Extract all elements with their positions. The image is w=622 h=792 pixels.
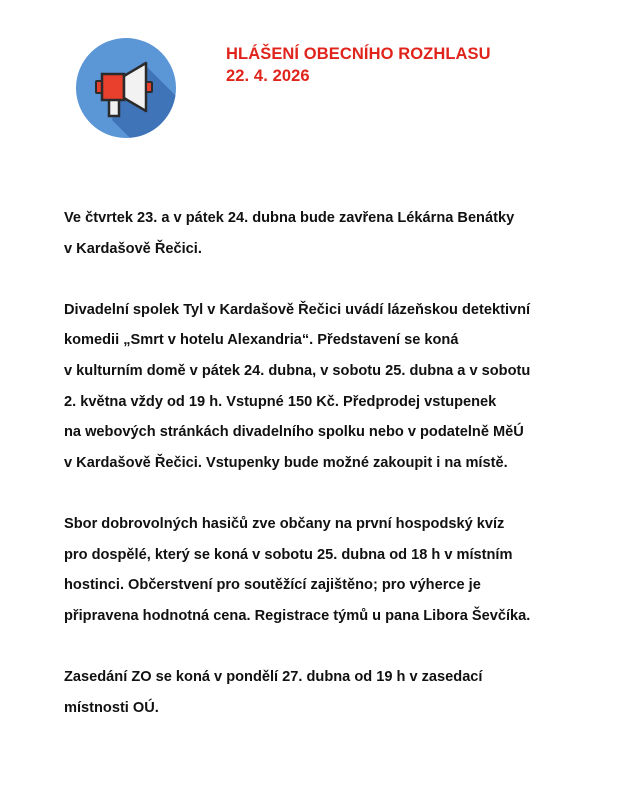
text-line: hostinci. Občerstvení pro soutěžící zajištěno; pro výherce je bbox=[64, 577, 481, 594]
paragraph-theatre bbox=[64, 295, 584, 479]
paragraph-pharmacy-closure bbox=[64, 203, 584, 264]
announcement-date: 22. 4. 2026 bbox=[226, 67, 310, 85]
text-line: komedii „Smrt v hotelu Alexandria“. Představení se koná bbox=[64, 332, 459, 349]
text-line: v Kardašově Řečici. bbox=[64, 240, 202, 257]
text-line: v kulturním domě v pátek 24. dubna, v sobotu 25. dubna a v sobotu bbox=[64, 362, 531, 379]
paragraph-pub-quiz bbox=[64, 509, 584, 631]
text-line: místnosti OÚ. bbox=[64, 699, 159, 716]
megaphone-icon bbox=[72, 36, 180, 140]
text-line: připravena hodnotná cena. Registrace týmů u pana Libora Ševčíka. bbox=[64, 607, 531, 624]
text-line: 2. května vždy od 19 h. Vstupné 150 Kč. Předprodej vstupenek bbox=[64, 393, 497, 410]
paragraph-council-meeting bbox=[64, 662, 584, 723]
text-line: Zasedání ZO se koná v pondělí 27. dubna od 19 h v zasedací bbox=[64, 668, 483, 685]
text-line: Sbor dobrovolných hasičů zve občany na první hospodský kvíz bbox=[64, 515, 505, 532]
text-line: na webových stránkách divadelního spolku nebo v podatelně MěÚ bbox=[64, 424, 524, 441]
announcement-body bbox=[64, 203, 584, 754]
text-line: pro dospělé, který se koná v sobotu 25. dubna od 18 h v místním bbox=[64, 546, 513, 563]
text-line: Ve čtvrtek 23. a v pátek 24. dubna bude zavřena Lékárna Benátky bbox=[64, 210, 515, 226]
text-line: Divadelní spolek Tyl v Kardašově Řečici uvádí lázeňskou detektivní bbox=[64, 301, 531, 318]
text-line: v Kardašově Řečici. Vstupenky bude možné zakoupit i na místě. bbox=[64, 454, 508, 471]
announcement-header bbox=[226, 43, 491, 87]
announcement-title: HLÁŠENÍ OBECNÍHO ROZHLASU bbox=[226, 45, 491, 63]
